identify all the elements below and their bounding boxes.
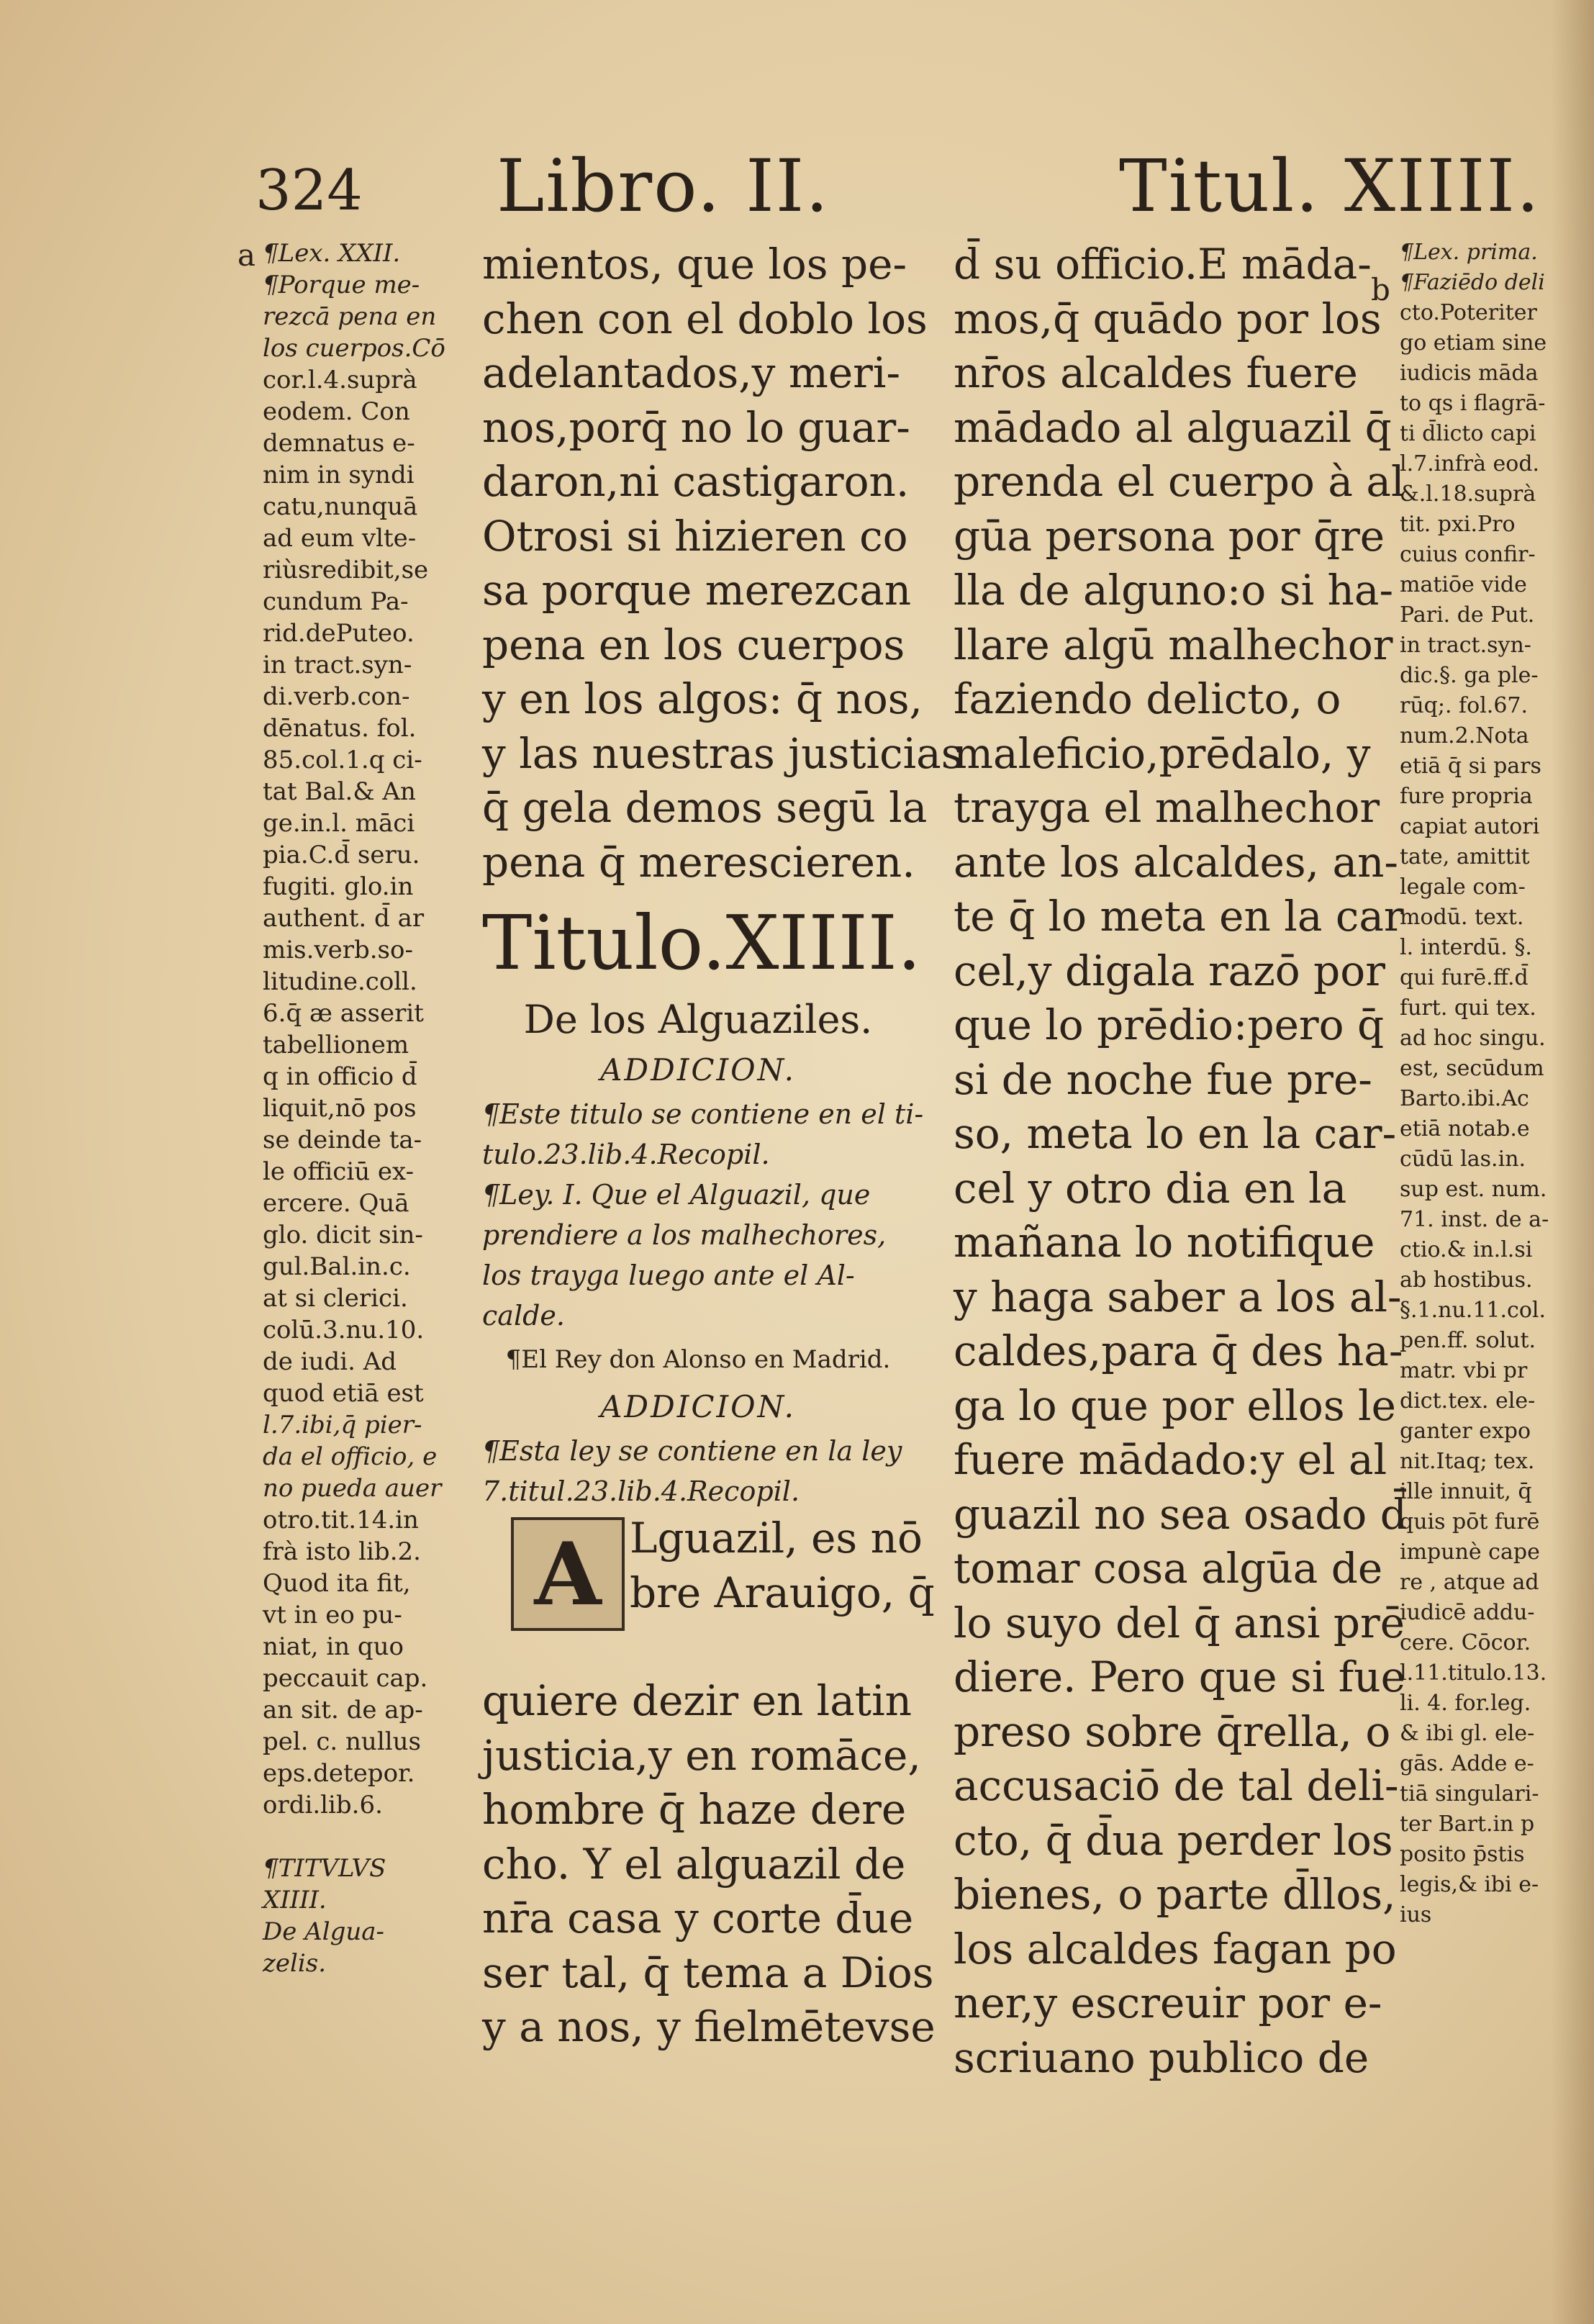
gloss-line: ganter expo — [1400, 1419, 1531, 1444]
gloss-line: nim in syndi — [263, 461, 415, 489]
gloss-line: cūdū las.in. — [1400, 1147, 1526, 1172]
gloss-line: tat Bal.& An — [263, 777, 416, 806]
gloss-line: matiōe vide — [1400, 572, 1527, 597]
text-line: ante los alcaldes, an- — [954, 837, 1399, 887]
gloss-line: dēnatus. fol. — [263, 714, 417, 743]
gloss-line: le officiū ex- — [263, 1157, 415, 1186]
gloss-line: fugiti. glo.in — [263, 872, 414, 901]
gloss-line: cere. Cōcor. — [1400, 1630, 1531, 1655]
text-line: que lo prēdio:pero q̄ — [954, 1000, 1385, 1049]
text-line: gūa persona por q̄re — [954, 511, 1385, 561]
text-line: justicia,y en romāce, — [482, 1730, 921, 1780]
gloss-line: re , atque ad — [1400, 1570, 1539, 1595]
gloss-line: glo. dicit sin- — [263, 1221, 423, 1249]
text-line: nos,porq̄ no lo guar- — [482, 402, 910, 452]
gloss-line: otro.tit.14.in — [263, 1506, 419, 1534]
text-line: los alcaldes fagan po — [954, 1924, 1397, 1973]
text-line: Lguazil, es nō — [630, 1514, 923, 1563]
gloss-line: rid.dePuteo. — [263, 619, 415, 648]
gloss-line: §.1.nu.11.col. — [1400, 1298, 1547, 1323]
note-marker-b: b — [1371, 272, 1390, 307]
text-line: bre Arauigo, q̄ — [630, 1568, 935, 1617]
running-head-left: Libro. II. — [497, 144, 830, 228]
gloss-line: 6.q̄ æ asserit — [263, 999, 424, 1028]
gloss-line: est, secūdum — [1400, 1056, 1544, 1081]
gloss-line: li. 4. for.leg. — [1400, 1691, 1531, 1716]
left-margin-gloss — [263, 238, 468, 1979]
gloss-line: in tract.syn- — [263, 651, 412, 679]
gloss-line: peccauit cap. — [263, 1664, 428, 1693]
gloss-line: 85.col.1.q ci- — [263, 746, 422, 774]
gloss-line: mis.verb.so- — [263, 936, 413, 964]
gloss-line: quod etiā est — [263, 1379, 424, 1408]
text-line: caldes,para q̄ des ha- — [954, 1326, 1403, 1375]
gloss-line: liquit,nō pos — [263, 1094, 417, 1123]
gloss-line: cundum Pa- — [263, 587, 409, 616]
text-line: fuere mādado:y el al — [954, 1435, 1387, 1484]
main-left-text-top — [482, 238, 963, 890]
text-line: mos,q̄ quādo por los — [954, 294, 1382, 343]
text-line: quiere dezir en latin — [482, 1676, 913, 1725]
text-line: Otrosi si hizieren co — [482, 511, 908, 561]
gloss-line: ¶Lex. XXII. — [263, 239, 401, 268]
gloss-line: sup est. num. — [1400, 1177, 1547, 1202]
gloss-line: colū.3.nu.10. — [263, 1316, 425, 1344]
addicion-heading-2: ADDICION. — [600, 1389, 796, 1424]
gloss-line: to qs i flagrā- — [1400, 391, 1546, 416]
folio-number: 324 — [255, 158, 363, 223]
text-line: faziendo delicto, o — [954, 674, 1341, 723]
gloss-line: tate, amittit — [1400, 844, 1530, 869]
decorated-initial-letter: A — [511, 1517, 625, 1631]
gloss-line: etiā q̄ si pars — [1400, 754, 1541, 779]
text-line: mañana lo notifique — [954, 1218, 1375, 1267]
gloss-line: vt in eo pu- — [263, 1601, 402, 1629]
gloss-line: De Algua- — [263, 1917, 385, 1946]
gloss-line: Pari. de Put. — [1400, 602, 1535, 628]
law-heading-note — [482, 1175, 914, 1336]
gloss-line: l.7.ibi,q̄ pier- — [263, 1411, 422, 1439]
gloss-line: fure propria — [1400, 784, 1533, 809]
gloss-line: tabellionem — [263, 1031, 409, 1059]
gloss-line: gul.Bal.in.c. — [263, 1252, 411, 1281]
gloss-line: ge.in.l. māci — [263, 809, 415, 838]
text-line: mādado al alguazil q̄ — [954, 402, 1392, 452]
text-line: mientos, que los pe- — [482, 240, 907, 289]
gloss-line: eodem. Con — [263, 397, 410, 426]
gloss-line: rezcā pena en — [263, 302, 437, 331]
note-line: ¶Ley. I. Que el Alguazil, que — [482, 1179, 871, 1211]
gloss-line — [263, 1821, 468, 1853]
text-line: nr̄os alcaldes fuere — [954, 348, 1358, 397]
text-line: q̄ gela demos segū la — [482, 783, 928, 832]
text-line: cto, q̄ d̄ua perder los — [954, 1815, 1393, 1865]
addicion-heading-1: ADDICION. — [600, 1052, 796, 1088]
main-left-text-bottom — [482, 1674, 936, 2055]
text-line: lla de alguno:o si ha- — [954, 566, 1394, 615]
gloss-line: riùsredibit,se — [263, 556, 429, 584]
gloss-line: q in officio d̄ — [263, 1062, 417, 1091]
gloss-line: ¶TITVLVS — [263, 1854, 386, 1883]
addicion-note-1 — [482, 1094, 924, 1175]
gloss-line: de iudi. Ad — [263, 1347, 397, 1376]
gloss-line: nit.Itaq; tex. — [1400, 1449, 1535, 1474]
gloss-line: dic.§. ga ple- — [1400, 663, 1539, 688]
gloss-line: in tract.syn- — [1400, 633, 1531, 658]
gloss-line: quis pōt furē — [1400, 1509, 1540, 1534]
gloss-line: tiā singulari- — [1400, 1781, 1539, 1807]
text-line: preso sobre q̄rella, o — [954, 1706, 1391, 1756]
text-line: d̄ su officio.E māda- — [954, 240, 1372, 289]
main-column-left — [482, 238, 963, 2055]
text-line: prenda el cuerpo à al — [954, 457, 1405, 506]
gloss-line: & ibi gl. ele- — [1400, 1721, 1535, 1746]
text-line: y a nos, y fielmētevse — [482, 2002, 936, 2051]
gloss-line: pel. c. nullus — [263, 1727, 421, 1756]
gloss-line: demnatus e- — [263, 429, 415, 458]
gloss-line: cto.Poteriter — [1400, 300, 1537, 325]
gloss-line: capiat autori — [1400, 814, 1540, 839]
gloss-line: catu,nunquā — [263, 492, 418, 521]
decorated-initial-block — [482, 1511, 935, 1674]
text-line: accusaciō de tal deli- — [954, 1761, 1399, 1810]
text-line: cel y otro dia en la — [954, 1163, 1347, 1213]
text-line: sa porque merezcan — [482, 566, 912, 615]
gloss-line: eps.detepor. — [263, 1759, 415, 1788]
text-line: ner,y escreuir por e- — [954, 1979, 1382, 2027]
gloss-line: XIIII. — [263, 1886, 327, 1914]
text-line: maleficio,prēdalo, y — [954, 728, 1371, 778]
gloss-line: impunè cape — [1400, 1539, 1540, 1565]
gloss-line: iudicis māda — [1400, 361, 1539, 386]
gloss-line: ctio.& in.l.si — [1400, 1237, 1533, 1262]
gloss-line: zelis. — [263, 1949, 327, 1978]
gloss-line: litudine.coll. — [263, 967, 417, 996]
text-line: llare algū malhechor — [954, 620, 1393, 669]
gloss-line: iudicē addu- — [1400, 1600, 1535, 1625]
gloss-line: frà isto lib.2. — [263, 1537, 421, 1566]
text-line: nr̄a casa y corte d̄ue — [482, 1894, 914, 1943]
gloss-line: ¶Porque me- — [263, 271, 420, 299]
gloss-line: pia.C.d̄ seru. — [263, 841, 420, 869]
gloss-line: posito p̄stis — [1400, 1842, 1525, 1867]
gloss-line: an sit. de ap- — [263, 1696, 423, 1724]
text-line: scriuano publico de — [954, 2033, 1369, 2082]
text-line: pena q̄ merescieren. — [482, 837, 915, 887]
gloss-line: l. interdū. §. — [1400, 935, 1532, 960]
text-line: y las nuestras justicias — [482, 728, 963, 778]
section-subtitle: De los Alguaziles. — [523, 997, 873, 1042]
gloss-line: tit. pxi.Pro — [1400, 512, 1516, 537]
text-line: ser tal, q̄ tema a Dios — [482, 1948, 934, 1997]
addicion-note-2 — [482, 1431, 914, 1511]
gloss-line: niat, in quo — [263, 1632, 404, 1661]
running-head-right: Titul. XIIII. — [1119, 144, 1541, 228]
text-line: y en los algos: q̄ nos, — [482, 674, 923, 723]
gloss-line: legis,& ibi e- — [1400, 1872, 1539, 1897]
gloss-line: ad hoc singu. — [1400, 1026, 1546, 1051]
gloss-line: 71. inst. de a- — [1400, 1207, 1549, 1232]
gloss-line: pen.ff. solut. — [1400, 1328, 1536, 1353]
text-line: cel,y digala razō por — [954, 946, 1385, 995]
gloss-line: gās. Adde e- — [1400, 1751, 1534, 1776]
gloss-line: at si clerici. — [263, 1284, 408, 1313]
gloss-line: l.11.titulo.13. — [1400, 1660, 1547, 1686]
gloss-line: dict.tex. ele- — [1400, 1388, 1536, 1414]
gloss-line: ercere. Quā — [263, 1189, 409, 1218]
gloss-line: los cuerpos.Cō — [263, 334, 445, 363]
gloss-line: authent. d̄ ar — [263, 904, 425, 933]
text-line: tomar cosa algūa de — [954, 1544, 1383, 1593]
gloss-line: Barto.ibi.Ac — [1400, 1086, 1529, 1111]
gloss-line: da el officio, e — [263, 1442, 438, 1471]
note-line: los trayga luego ante el Al- — [482, 1260, 855, 1291]
initial-adjacent-text — [630, 1511, 935, 1620]
gloss-line: ille innuit, q̄ — [1400, 1479, 1532, 1504]
text-line: trayga el malhechor — [954, 783, 1380, 832]
gloss-line: furt. qui tex. — [1400, 995, 1536, 1021]
text-line: daron,ni castigaron. — [482, 457, 910, 506]
gloss-line: ¶Faziēdo deli — [1400, 270, 1545, 295]
text-line: pena en los cuerpos — [482, 620, 905, 669]
gloss-line: l.7.infrà eod. — [1400, 451, 1540, 476]
gloss-line: go etiam sine — [1400, 330, 1547, 356]
note-line: prendiere a los malhechores, — [482, 1219, 887, 1251]
gloss-line: Quod ita fit, — [263, 1569, 411, 1598]
text-line: chen con el doblo los — [482, 294, 928, 343]
gloss-line: modū. text. — [1400, 905, 1524, 930]
gloss-line: legale com- — [1400, 874, 1526, 900]
text-line: si de noche fue pre- — [954, 1054, 1372, 1104]
main-column-right — [954, 238, 1407, 2085]
gloss-line: se deinde ta- — [263, 1126, 422, 1154]
page-header — [0, 144, 1594, 230]
right-margin-gloss — [1400, 238, 1576, 1930]
gloss-line: rūq;. fol.67. — [1400, 693, 1529, 718]
gloss-line: no pueda auer — [263, 1474, 442, 1503]
gloss-line: ¶Lex. prima. — [1400, 240, 1538, 265]
note-line: ¶Este titulo se contiene en el ti- — [482, 1098, 924, 1130]
gloss-line: num.2.Nota — [1400, 723, 1529, 749]
text-line: guazil no sea osado d̄ — [954, 1489, 1407, 1539]
text-line: lo suyo del q̄ ansi prē — [954, 1598, 1405, 1647]
text-line: so, meta lo en la car- — [954, 1109, 1397, 1158]
text-line: diere. Pero que si fue — [954, 1652, 1405, 1701]
text-line: hombre q̄ haze dere — [482, 1785, 907, 1834]
king-attribution: ¶El Rey don Alonso en Madrid. — [505, 1345, 891, 1374]
gloss-line: ad eum vlte- — [263, 524, 417, 553]
text-line: ga lo que por ellos le — [954, 1380, 1396, 1430]
gloss-line: ter Bart.in p — [1400, 1812, 1535, 1837]
note-line: tulo.23.lib.4.Recopil. — [482, 1139, 770, 1170]
gloss-line: &.l.18.suprà — [1400, 481, 1536, 507]
note-line: ¶Esta ley se contiene en la ley — [482, 1435, 902, 1467]
section-title: Titulo.XIIII. — [482, 899, 921, 987]
text-line: bienes, o parte d̄llos, — [954, 1870, 1396, 1919]
text-line: te q̄ lo meta en la car — [954, 892, 1404, 941]
note-marker-a: a — [237, 238, 256, 273]
gloss-line: ius — [1400, 1902, 1432, 1927]
gloss-line: etiā notab.e — [1400, 1116, 1530, 1141]
gloss-line: matr. vbi pr — [1400, 1358, 1528, 1383]
gloss-line: ab hostibus. — [1400, 1267, 1533, 1293]
gloss-line: ti d̄licto capi — [1400, 421, 1536, 446]
gloss-line: ordi.lib.6. — [263, 1791, 383, 1819]
gloss-line: cor.l.4.suprà — [263, 366, 417, 394]
text-line: y haga saber a los al- — [954, 1272, 1402, 1321]
gloss-line: qui furē.ff.d̄ — [1400, 965, 1529, 990]
text-line: cho. Y el alguazil de — [482, 1839, 906, 1889]
gloss-line: di.verb.con- — [263, 682, 410, 711]
gloss-line: cuius confir- — [1400, 542, 1536, 567]
note-line: calde. — [482, 1300, 565, 1331]
text-line: adelantados,y meri- — [482, 348, 901, 397]
note-line: 7.titul.23.lib.4.Recopil. — [482, 1475, 800, 1507]
